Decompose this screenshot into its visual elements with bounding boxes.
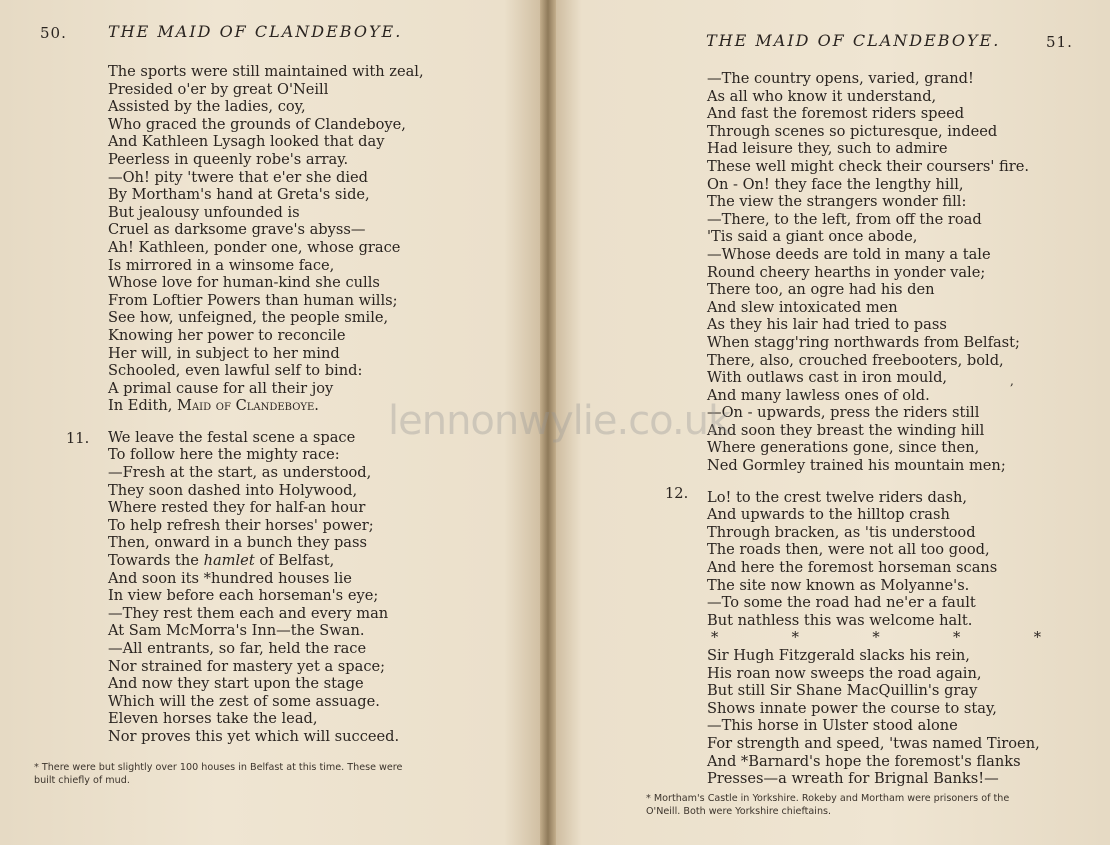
- poem-line: —On - upwards, press the riders still: [707, 404, 980, 422]
- poem-line: Who graced the grounds of Clandeboye,: [108, 115, 406, 133]
- poem-line: Presided o'er by great O'Neill: [108, 80, 329, 98]
- poem-line: Cruel as darksome grave's abyss—: [108, 221, 366, 239]
- right-running-header: THE MAID OF CLANDEBOYE.: [706, 31, 1001, 50]
- star-mark: *: [953, 629, 961, 647]
- poem-line: Sir Hugh Fitzgerald slacks his rein,: [707, 647, 970, 664]
- poem-line: Had leisure they, such to admire: [707, 140, 948, 158]
- poem-line: But still Sir Shane MacQuillin's gray: [707, 682, 978, 700]
- poem-line: —This horse in Ulster stood alone: [707, 717, 958, 735]
- poem-line: Which will the zest of some assuage.: [108, 692, 380, 710]
- star-mark: *: [1033, 629, 1041, 647]
- poem-line: Nor strained for mastery yet a space;: [108, 657, 386, 675]
- ink-speck: ,: [1010, 374, 1014, 388]
- star-mark: *: [711, 629, 719, 647]
- poem-line: The view the strangers wonder fill:: [707, 193, 967, 211]
- poem-line: See how, unfeigned, the people smile,: [108, 309, 389, 327]
- poem-line: —They rest them each and every man: [108, 604, 389, 622]
- stanza-11: [108, 429, 424, 552]
- poem-line: As they his lair had tried to pass: [707, 316, 947, 334]
- poem-line: From Loftier Powers than human wills;: [108, 291, 398, 309]
- poem-line: On - On! they face the lengthy hill,: [707, 175, 964, 193]
- stanza-11-continued: [108, 570, 424, 746]
- right-poem: [707, 70, 1041, 788]
- poem-line: Eleven horses take the lead,: [108, 710, 318, 728]
- poem-line: When stagg'ring northwards from Belfast;: [707, 333, 1020, 351]
- poem-line: And Kathleen Lysagh looked that day: [108, 133, 385, 151]
- poem-line: Peerless in queenly robe's array.: [108, 150, 349, 168]
- poem-line: —To some the road had ne'er a fault: [707, 594, 976, 612]
- poem-line: Round cheery hearths in yonder vale;: [707, 263, 986, 281]
- poem-line: And upwards to the hilltop crash: [707, 506, 950, 524]
- poem-line: And many lawless ones of old.: [707, 386, 930, 404]
- poem-line: Ah! Kathleen, ponder one, whose grace: [108, 238, 401, 256]
- stanza-12: [707, 489, 1041, 630]
- poem-line: The site now known as Molyanne's.: [707, 576, 970, 594]
- left-page-number: 50.: [40, 24, 67, 42]
- poem-line: —Fresh at the start, as understood,: [108, 464, 372, 482]
- poem-line: With outlaws cast in iron mould,: [707, 369, 948, 387]
- poem-line: But jealousy unfounded is: [108, 203, 300, 221]
- poem-line: Is mirrored in a winsome face,: [108, 256, 335, 274]
- poem-line: At Sam McMorra's Inn—the Swan.: [108, 622, 365, 640]
- poem-line: His roan now sweeps the road again,: [707, 664, 982, 682]
- left-footnote: * There were but slightly over 100 houses in Belfast at this time. These were built chiefly of mud.: [34, 762, 403, 786]
- section-break-stars: [707, 629, 1041, 647]
- poem-line: And now they start upon the stage: [108, 675, 364, 693]
- poem-line: But nathless this was welcome halt.: [707, 611, 973, 629]
- poem-line: There, also, crouched freebooters, bold,: [707, 351, 1004, 369]
- star-mark: *: [872, 629, 880, 647]
- poem-line: To follow here the mighty race:: [108, 446, 340, 464]
- poem-line: Nor proves this yet which will succeed.: [108, 727, 400, 745]
- poem-line: 'Tis said a giant once abode,: [707, 228, 918, 246]
- stanza-12-continued: [707, 647, 1041, 788]
- poem-line: These well might check their coursers' fire.: [707, 157, 1029, 175]
- poem-line: Presses—a wreath for Brignal Banks!—: [707, 770, 999, 788]
- poem-line: And soon its *hundred houses lie: [108, 569, 352, 587]
- poem-line: And slew intoxicated men: [707, 298, 898, 316]
- poem-line: The sports were still maintained with zeal,: [108, 63, 424, 80]
- right-footnote: * Mortham's Castle in Yorkshire. Rokeby and Mortham were prisoners of the O'Neill. Both were Yorkshire chieftains.: [646, 793, 1010, 817]
- poem-line: And soon they breast the winding hill: [707, 421, 985, 439]
- poem-line: Assisted by the ladies, coy,: [108, 98, 306, 116]
- left-poem: [108, 63, 424, 746]
- stanza-11-end: [707, 70, 1041, 475]
- poem-line: Her will, in subject to her mind: [108, 344, 340, 362]
- poem-line: Ned Gormley trained his mountain men;: [707, 457, 1006, 475]
- watermark: lennonwylie.co.uk: [388, 398, 731, 444]
- poem-line: Knowing her power to reconcile: [108, 326, 346, 344]
- poem-line: —Whose deeds are told in many a tale: [707, 245, 991, 263]
- poem-line: To help refresh their horses' power;: [108, 516, 374, 534]
- poem-line: Where generations gone, since then,: [707, 439, 980, 457]
- star-mark: *: [791, 629, 799, 647]
- poem-line: In Edith, Maid of Clandeboye.: [108, 397, 319, 415]
- poem-line: The roads then, were not all too good,: [707, 541, 990, 559]
- poem-line: Towards the hamlet of Belfast,: [108, 552, 335, 570]
- stanza-number-12: 12.: [665, 485, 689, 502]
- poem-line: For strength and speed, 'twas named Tiroen,: [707, 734, 1040, 752]
- poem-line: —Oh! pity 'twere that e'er she died: [108, 168, 368, 186]
- poem-line: There too, an ogre had his den: [707, 281, 935, 299]
- left-running-header: THE MAID OF CLANDEBOYE.: [108, 22, 403, 41]
- poem-line: Shows innate power the course to stay,: [707, 699, 997, 717]
- poem-line: Through bracken, as 'tis understood: [707, 523, 976, 541]
- poem-line: And *Barnard's hope the foremost's flanks: [707, 752, 1021, 770]
- poem-line: Then, onward in a bunch they pass: [108, 534, 367, 552]
- poem-line: And fast the foremost riders speed: [707, 105, 965, 123]
- poem-line: We leave the festal scene a space: [108, 428, 356, 446]
- poem-line: Through scenes so picturesque, indeed: [707, 122, 998, 140]
- poem-line: Schooled, even lawful self to bind:: [108, 362, 363, 380]
- poem-line: Where rested they for half-an hour: [108, 499, 366, 517]
- poem-line: By Mortham's hand at Greta's side,: [108, 186, 370, 204]
- right-page-number: 51.: [1046, 33, 1073, 51]
- poem-line: And here the foremost horseman scans: [707, 559, 998, 577]
- poem-line: Whose love for human-kind she culls: [108, 274, 380, 292]
- poem-line: —There, to the left, from off the road: [707, 210, 982, 228]
- poem-line: A primal cause for all their joy: [108, 379, 334, 397]
- poem-line: Lo! to the crest twelve riders dash,: [707, 488, 968, 506]
- poem-line: —All entrants, so far, held the race: [108, 640, 367, 657]
- poem-line: They soon dashed into Holywood,: [108, 481, 358, 499]
- poem-line: In view before each horseman's eye;: [108, 587, 379, 605]
- poem-line: As all who know it understand,: [707, 87, 937, 105]
- poem-line: —The country opens, varied, grand!: [707, 70, 974, 87]
- stanza-number-11: 11.: [66, 430, 90, 447]
- stanza-10-continued: [108, 63, 424, 397]
